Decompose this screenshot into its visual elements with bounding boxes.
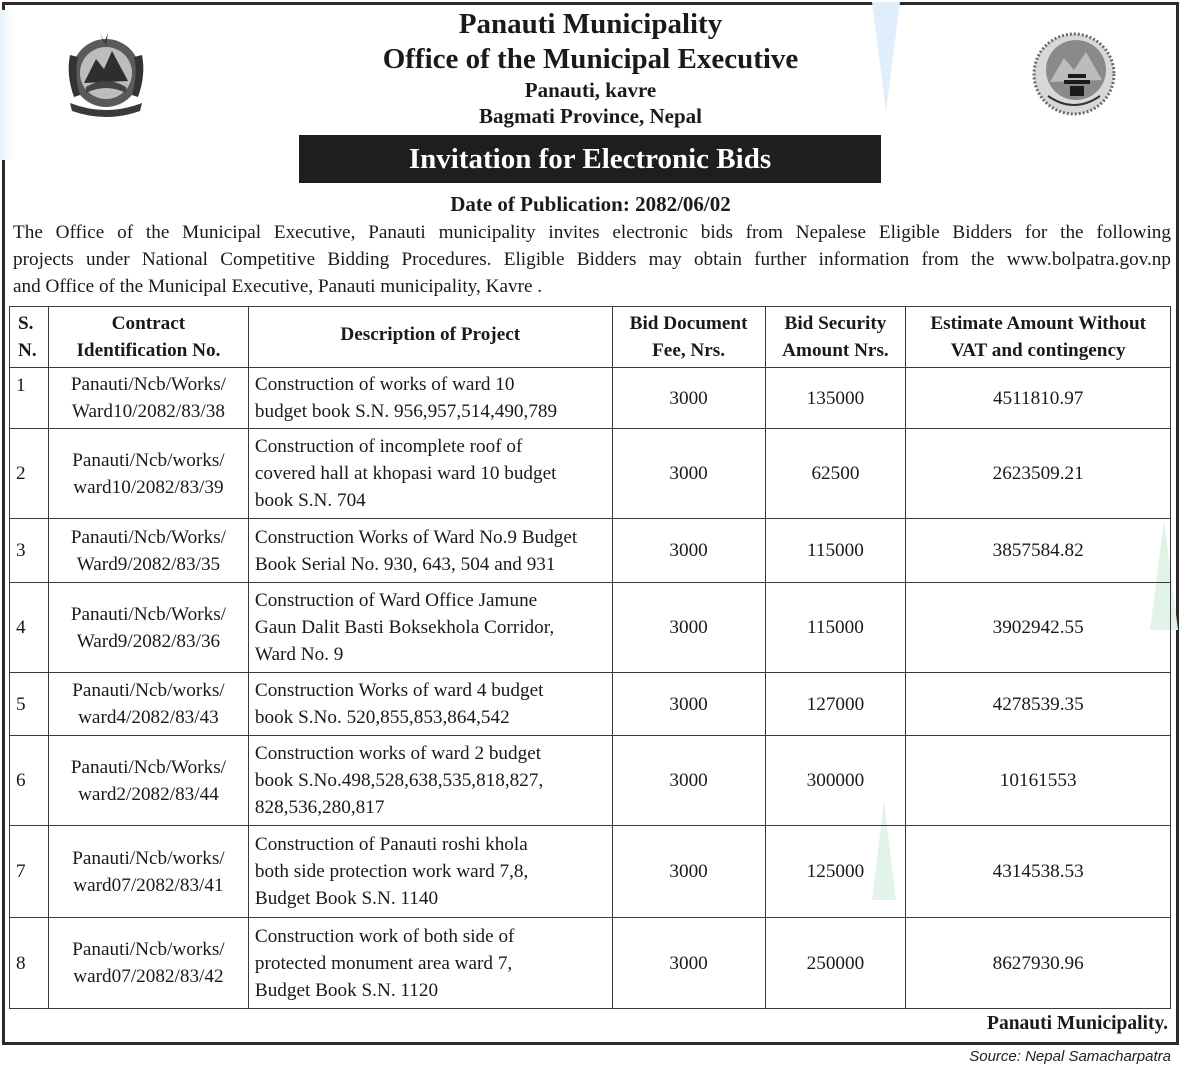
cell-text: ward07/2082/83/42 (73, 966, 224, 987)
cell-text: Gaun Dalit Basti Boksekhola Corridor, (254, 617, 555, 638)
cell-text: Panauti/Ncb/works/ (72, 847, 225, 869)
header-estimate (906, 307, 1171, 368)
header-text: Estimate Amount Without (930, 313, 1147, 334)
header-description (248, 307, 612, 368)
table-row (10, 736, 1171, 826)
cell-sn: 2 (10, 429, 49, 519)
header-text: Fee, Nrs. (652, 340, 726, 361)
header-text: Identification No. (76, 340, 221, 361)
publication-date: Date of Publication: 2082/06/02 (450, 192, 731, 216)
cell-text: Construction of Ward Office Jamune (254, 590, 538, 611)
cell-bid-fee: 3000 (612, 673, 765, 736)
cell-contract-id (48, 826, 248, 918)
table-row (10, 918, 1171, 1009)
cell-text: Panauti/Ncb/Works/ (70, 603, 226, 625)
cell-description (248, 736, 612, 826)
cell-text: Panauti/Ncb/Works/ (70, 756, 226, 778)
office-location: Panauti, kavre (524, 78, 657, 102)
cell-text: covered hall at khopasi ward 10 budget (254, 463, 557, 484)
cell-bid-security: 300000 (765, 736, 906, 826)
cell-sn: 1 (10, 368, 49, 429)
cell-bid-security: 125000 (765, 826, 906, 918)
bids-table (9, 306, 1171, 1009)
cell-text: Construction of works of ward 10 (254, 374, 515, 395)
cell-sn: 7 (10, 826, 49, 918)
notice-title: Invitation for Electronic Bids (408, 142, 772, 175)
cell-sn: 4 (10, 583, 49, 673)
cell-contract-id (48, 918, 248, 1009)
cell-estimate: 2623509.21 (906, 429, 1171, 519)
cell-description (248, 918, 612, 1009)
header-text: VAT and contingency (950, 340, 1126, 361)
province: Bagmati Province, Nepal (478, 104, 702, 128)
cell-bid-security: 127000 (765, 673, 906, 736)
table-row (10, 519, 1171, 583)
intro-line: and Office of the Municipal Executive, Panauti municipality, Kavre . (13, 276, 543, 297)
cell-sn: 3 (10, 519, 49, 583)
cell-estimate: 4314538.53 (906, 826, 1171, 918)
header-text: Contract (111, 313, 186, 334)
cell-bid-security: 115000 (765, 583, 906, 673)
cell-description (248, 583, 612, 673)
cell-contract-id (48, 583, 248, 673)
cell-text: Construction work of both side of (254, 925, 515, 947)
table-row (10, 583, 1171, 673)
cell-text: Budget Book S.N. 1140 (254, 888, 439, 909)
cell-contract-id (48, 673, 248, 736)
header-text: S. (18, 313, 34, 334)
header-text: Amount Nrs. (782, 340, 889, 361)
cell-text: both side protection work ward 7,8, (254, 861, 529, 882)
office-name: Office of the Municipal Executive (382, 43, 799, 75)
cell-contract-id (48, 736, 248, 826)
cell-bid-security: 115000 (765, 519, 906, 583)
cell-text: Construction of incomplete roof of (254, 436, 523, 457)
cell-text: Construction Works of Ward No.9 Budget (254, 526, 578, 548)
cell-description (248, 429, 612, 519)
cell-estimate: 3902942.55 (906, 583, 1171, 673)
cell-bid-security: 135000 (765, 368, 906, 429)
cell-estimate: 3857584.82 (906, 519, 1171, 583)
cell-bid-security: 250000 (765, 918, 906, 1009)
table-row (10, 429, 1171, 519)
intro-line: The Office of the Municipal Executive, Panauti municipality invites electronic bids from Nepalese Eligible Bidders for the following (13, 222, 1171, 243)
source-credit: Source: Nepal Samacharpatra (969, 1048, 1171, 1065)
cell-text: budget book S.N. 956,957,514,490,789 (254, 401, 558, 422)
cell-contract-id (48, 368, 248, 429)
cell-contract-id (48, 429, 248, 519)
cell-text: Budget Book S.N. 1120 (254, 979, 439, 1001)
table-row (10, 368, 1171, 429)
cell-text: Panauti/Ncb/Works/ (70, 374, 226, 395)
cell-estimate: 8627930.96 (906, 918, 1171, 1009)
cell-text: Construction of Panauti roshi khola (254, 834, 528, 855)
cell-text: Book Serial No. 930, 643, 504 and 931 (254, 553, 556, 575)
cell-sn: 8 (10, 918, 49, 1009)
cell-text: Panauti/Ncb/works/ (72, 680, 225, 701)
cell-text: ward07/2082/83/41 (73, 874, 224, 896)
header-contract-id (48, 307, 248, 368)
cell-text: Ward10/2082/83/38 (71, 401, 225, 422)
cell-bid-fee: 3000 (612, 736, 765, 826)
cell-estimate: 4278539.35 (906, 673, 1171, 736)
cell-description (248, 519, 612, 583)
notice-title-banner (299, 135, 881, 183)
cell-text: Ward9/2082/83/35 (76, 553, 221, 575)
cell-text: Panauti/Ncb/Works/ (70, 526, 226, 548)
header-sn (10, 307, 49, 368)
cell-text: ward4/2082/83/43 (78, 707, 219, 728)
cell-text: Panauti/Ncb/works/ (72, 449, 225, 471)
table-header-row (10, 307, 1171, 368)
cell-bid-fee: 3000 (612, 368, 765, 429)
cell-text: book S.N. 704 (254, 490, 366, 511)
intro-paragraph (13, 219, 1171, 300)
cell-text: ward2/2082/83/44 (78, 783, 219, 805)
cell-bid-fee: 3000 (612, 429, 765, 519)
cell-sn: 5 (10, 673, 49, 736)
cell-bid-fee: 3000 (612, 826, 765, 918)
cell-text: book S.No. 520,855,853,864,542 (254, 707, 510, 728)
cell-text: protected monument area ward 7, (254, 952, 513, 974)
cell-sn: 6 (10, 736, 49, 826)
cell-text: Ward No. 9 (254, 644, 344, 665)
header-text: N. (18, 340, 37, 361)
cell-bid-fee: 3000 (612, 583, 765, 673)
cell-description (248, 673, 612, 736)
cell-text: ward10/2082/83/39 (73, 476, 224, 498)
cell-bid-fee: 3000 (612, 918, 765, 1009)
cell-text: Ward9/2082/83/36 (76, 630, 221, 652)
header-bid-fee (612, 307, 765, 368)
table-row (10, 673, 1171, 736)
header-text: Bid Security (784, 313, 887, 334)
cell-estimate: 10161553 (906, 736, 1171, 826)
cell-text: Panauti/Ncb/works/ (72, 939, 225, 960)
cell-description (248, 368, 612, 429)
cell-bid-security: 62500 (765, 429, 906, 519)
header-text: Description of Project (340, 324, 521, 345)
cell-description (248, 826, 612, 918)
signoff: Panauti Municipality. (987, 1013, 1168, 1034)
cell-text: Construction Works of ward 4 budget (254, 680, 544, 701)
cell-contract-id (48, 519, 248, 583)
cell-text: Construction works of ward 2 budget (254, 743, 542, 764)
cell-estimate: 4511810.97 (906, 368, 1171, 429)
cell-text: 828,536,280,817 (254, 797, 385, 818)
intro-line: projects under National Competitive Bidding Procedures. Eligible Bidders may obtain further information from the www.bolpatra.gov.np (13, 249, 1171, 270)
cell-text: book S.No.498,528,638,535,818,827, (254, 770, 544, 791)
header-text: Bid Document (629, 313, 748, 334)
org-name: Panauti Municipality (458, 8, 723, 40)
header-bid-security (765, 307, 906, 368)
cell-bid-fee: 3000 (612, 519, 765, 583)
table-row (10, 826, 1171, 918)
